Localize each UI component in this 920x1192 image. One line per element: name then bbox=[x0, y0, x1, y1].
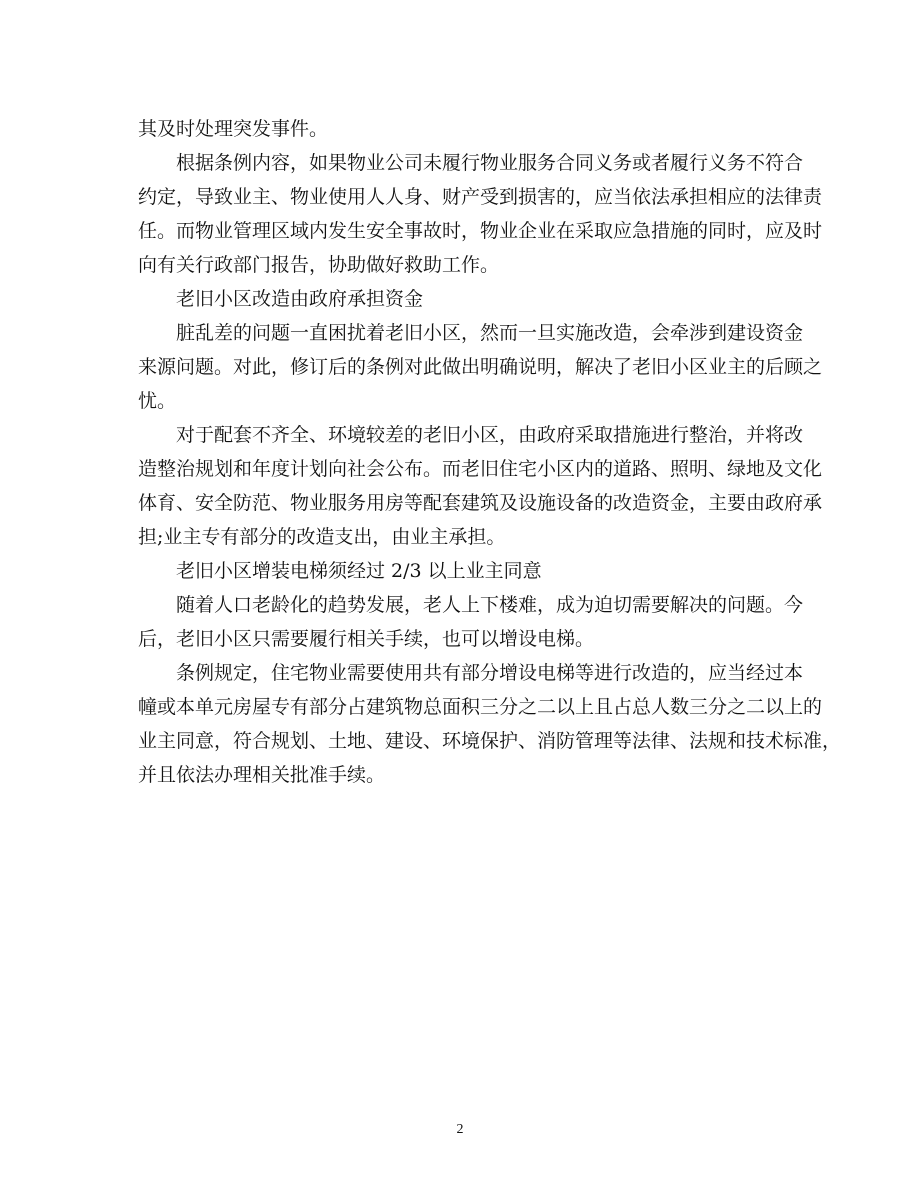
text-line: 对于配套不齐全、环境较差的老旧小区，由政府采取措施进行整治，并将改 bbox=[176, 424, 804, 446]
text-line: 随着人口老龄化的趋势发展，老人上下楼难，成为迫切需要解决的问题。今 bbox=[176, 594, 804, 616]
text-line: 忧。 bbox=[138, 390, 177, 412]
text-line: 其及时处理突发事件。 bbox=[138, 118, 329, 140]
text-line: 根据条例内容，如果物业公司未履行物业服务合同义务或者履行义务不符合 bbox=[176, 152, 804, 174]
text-line: 向有关行政部门报告，协助做好救助工作。 bbox=[138, 254, 500, 276]
text-line: 体育、安全防范、物业服务用房等配套建筑及设施设备的改造资金，主要由政府承 bbox=[138, 492, 823, 514]
text-line: 造整治规划和年度计划向社会公布。而老旧住宅小区内的道路、照明、绿地及文化 bbox=[138, 458, 823, 480]
text-line: 来源问题。对此，修订后的条例对此做出明确说明，解决了老旧小区业主的后顾之 bbox=[138, 356, 823, 378]
document-body bbox=[138, 112, 842, 792]
text-line: 业主同意，符合规划、土地、建设、环境保护、消防管理等法律、法规和技术标准， bbox=[138, 730, 842, 752]
text-line: 条例规定，住宅物业需要使用共有部分增设电梯等进行改造的，应当经过本 bbox=[176, 662, 804, 684]
text-line: 担;业主专有部分的改造支出，由业主承担。 bbox=[138, 526, 506, 548]
text-line: 脏乱差的问题一直困扰着老旧小区，然而一旦实施改造，会牵涉到建设资金 bbox=[176, 322, 804, 344]
section-heading: 老旧小区改造由政府承担资金 bbox=[176, 288, 424, 310]
text-line: 任。而物业管理区域内发生安全事故时，物业企业在采取应急措施的同时，应及时 bbox=[138, 220, 823, 242]
text-line: 约定，导致业主、物业使用人人身、财产受到损害的，应当依法承担相应的法律责 bbox=[138, 186, 823, 208]
page-number: 2 bbox=[456, 1122, 464, 1137]
text-line: 并且依法办理相关批准手续。 bbox=[138, 764, 386, 786]
text-line: 幢或本单元房屋专有部分占建筑物总面积三分之二以上且占总人数三分之二以上的 bbox=[138, 696, 823, 718]
text-line: 后，老旧小区只需要履行相关手续，也可以增设电梯。 bbox=[138, 628, 595, 650]
section-heading: 老旧小区增装电梯须经过 2/3 以上业主同意 bbox=[176, 560, 542, 582]
